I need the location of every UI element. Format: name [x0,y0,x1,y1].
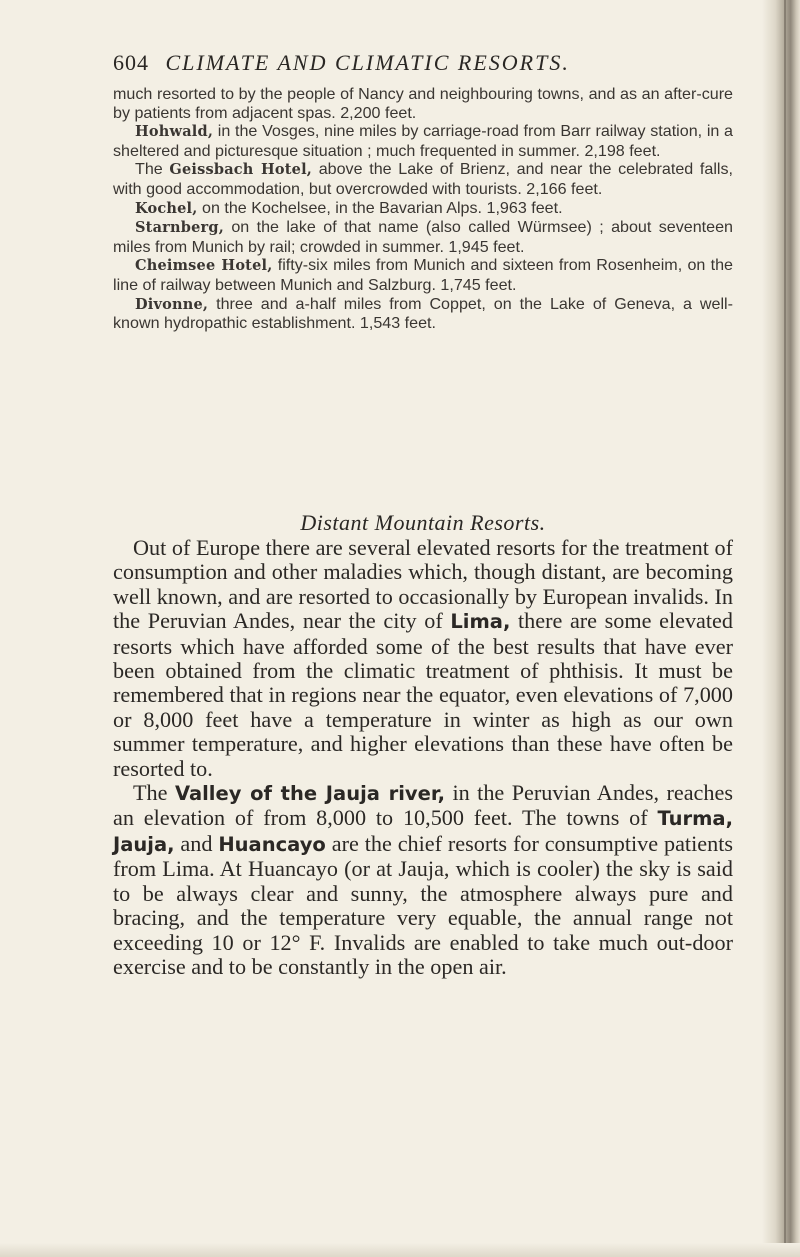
page-number: 604 [113,50,149,75]
section-heading: Distant Mountain Resorts. [300,510,546,535]
resort-entry-geissbach: The Geissbach Hotel, above the Lake of Brienz, and near the celebrated falls, with good accommodation, but overcrowded with tourists. 2,166 feet. [113,160,733,198]
resort-name: Divonne, [135,295,209,313]
page-bottom-edge [0,1243,800,1257]
resort-entry-kochel: Kochel, on the Kochelsee, in the Bavarian Alps. 1,963 feet. [135,198,563,217]
paragraph-out-of-europe: Out of Europe there are several elevated resorts for the treatment of consumption and other maladies which, though distant, are becoming well known, and are resorted to occasionally by European invalids. In the Peruvian Andes, near the city of Lima, there are some elevated resorts which have afforded some of the best results that have ever been obtained from the climatic treatment of phthisis. It must be remembered that in regions near the equator, even elevations of 7,000 or 8,000 feet have a temperature in winter as high as our own summer temperature, and higher elevations than these have often be resorted to. [113,535,733,781]
resort-name: Cheimsee Hotel, [135,257,273,275]
paragraph-jauja-valley: The Valley of the Jauja river, in the Peruvian Andes, reaches an elevation of from 8,000 to 10,500 feet. The towns of Turma, Jauja, and Huancayo are the chief resorts for consumptive patients from Lima. At Huancayo (or at Jauja, which is cooler) the sky is said to be always clear and sunny, the atmosphere always pure and bracing, and the temperature very equable, the annual range not exceeding 10 or 12° F. Invalids are enabled to take much out-door exercise and to be constantly in the open air. [113,780,733,979]
resort-name: Starnberg, [135,219,224,237]
resort-name: Kochel, [135,199,198,217]
resort-entry-divonne: Divonne, three and a-half miles from Coppet, on the Lake of Geneva, a well-known hydropathic establishment. 1,543 feet. [113,294,733,333]
resort-list [113,85,733,333]
resort-entry-starnberg: Starnberg, on the lake of that name (also called Würmsee) ; about seventeen miles from Munich by rail; crowded in summer. 1,945 feet. [113,218,733,256]
section-body [113,536,733,979]
resort-entry-hohwald: Hohwald, in the Vosges, nine miles by carriage-road from Barr railway station, in a sheltered and picturesque situation ; much frequented in summer. 2,198 feet. [113,122,733,160]
place-name: Valley of the Jauja river, [174,782,446,806]
book-gutter-shadow [762,0,800,1257]
place-name: Huancayo [218,832,326,856]
resort-entry-cheimsee: Cheimsee Hotel, fifty-six miles from Munich and sixteen from Rosenheim, on the line of railway between Munich and Salzburg. 1,745 feet. [113,256,733,294]
running-header [113,50,733,76]
running-title: CLIMATE AND CLIMATIC RESORTS. [165,50,570,75]
place-name: Lima, [450,610,511,634]
gutter-fold-line [784,0,786,1257]
resort-name: Hohwald, [135,123,214,141]
resort-name: Geissbach Hotel, [169,161,313,179]
resort-entry-continued: much resorted to by the people of Nancy and neighbouring towns, and as an after-cure by patients from adjacent spas. 2,200 feet. [113,85,733,122]
place-name: Turma, Jauja, [113,807,733,856]
